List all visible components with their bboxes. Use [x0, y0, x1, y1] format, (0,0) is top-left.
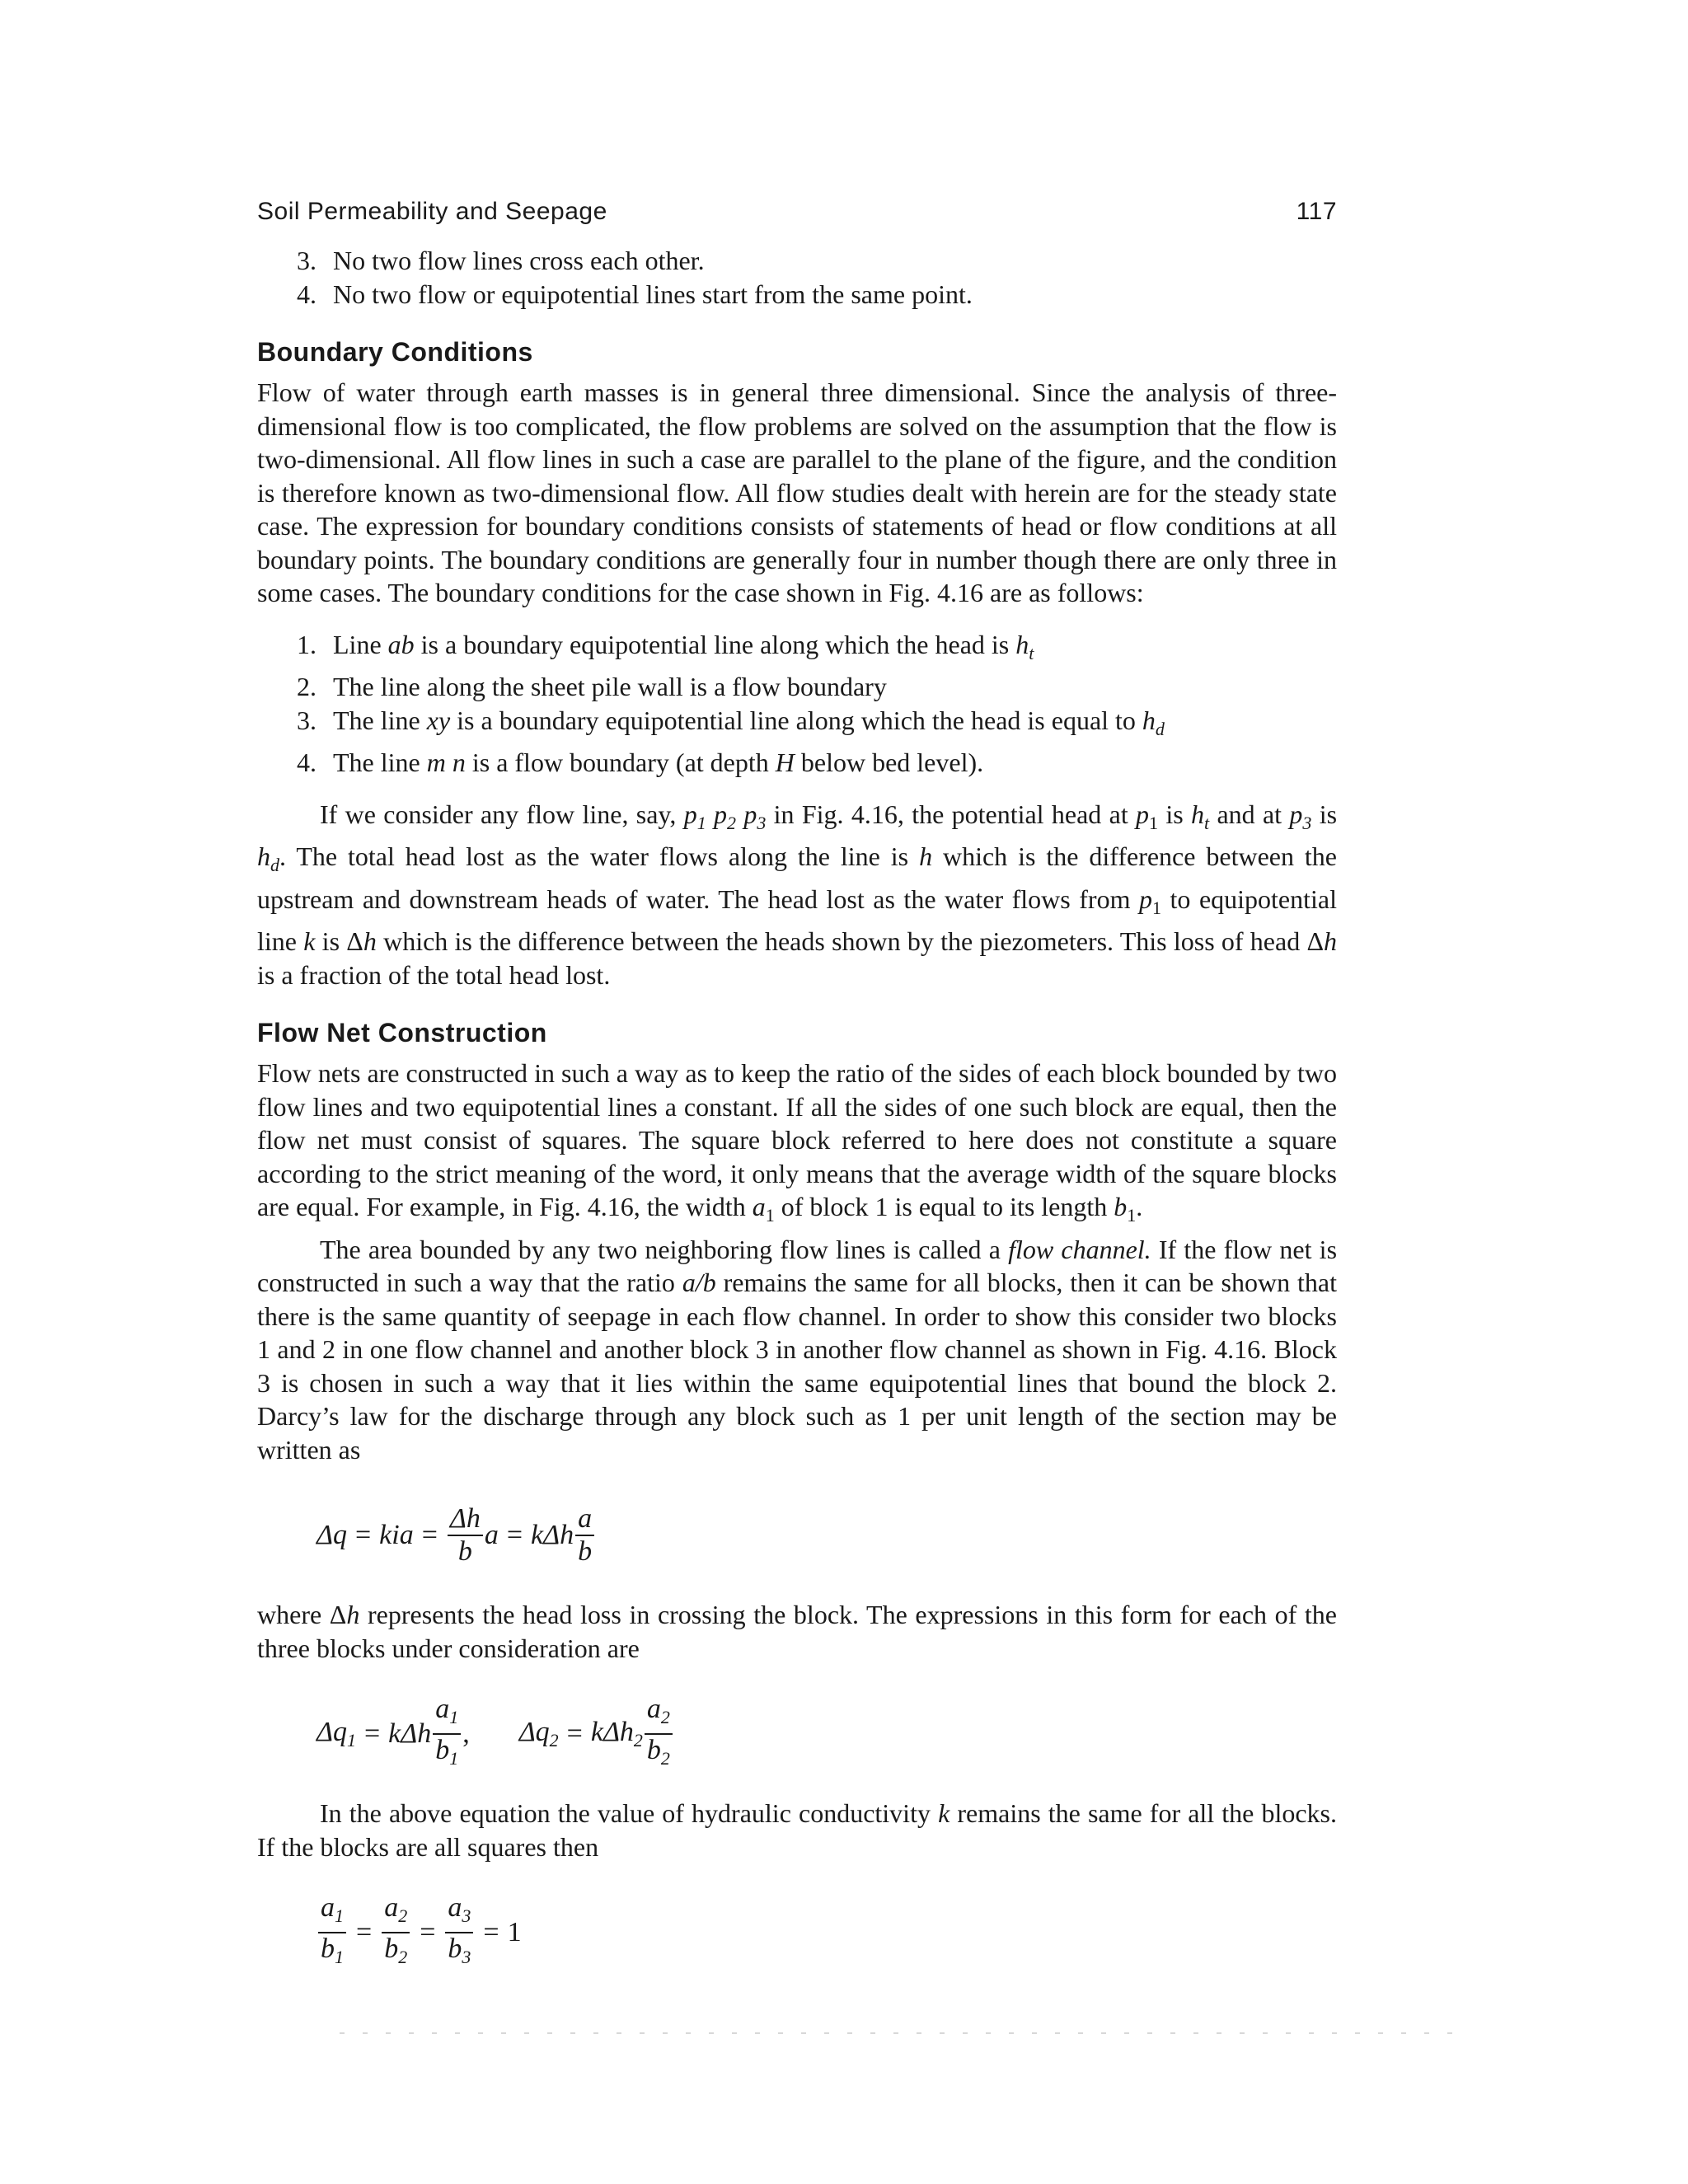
paragraph: where Δh represents the head loss in crossing the block. The expressions in this form for each of the three blocks under consideration are: [257, 1600, 1338, 1663]
running-head: [257, 198, 1337, 226]
page: [257, 198, 1337, 1995]
list-item: 4. The line m n is a flow boundary (at depth H below bed level).: [297, 748, 984, 777]
running-head-title: Soil Permeability and Seepage: [257, 198, 607, 225]
section-heading-flow-net-construction: Flow Net Construction: [257, 1018, 547, 1047]
list-item: 1. Line ab is a boundary equipotential line along which the head is $h_t$: [297, 629, 1034, 663]
list-item: 2. The line along the sheet pile wall is a flow boundary: [297, 672, 887, 701]
list-continued: [257, 244, 1337, 311]
equation-darcy-block: Δq = kia = $\frac{\Delta h}{b}$ a = kΔh $\frac{a}{b}$: [316, 1489, 1337, 1582]
paragraph: The area bounded by any two neighboring flow lines is called a flow channel. If the flow net is constructed in such a way that the ratio a/b remains the same for all blocks, then it can be shown that there is the same quantity of seepage in each flow channel. In order to show this consider two blocks 1 and 2 in one flow channel and another block 3 in another flow channel as shown in Fig. 4.16. Block 3 is chosen in such a way that it lies within the same equipotential lines that bound the block 2. Darcy’s law for the discharge through any block such as 1 per unit length of the section may be written as: [257, 1234, 1338, 1465]
section-heading-boundary-conditions: Boundary Conditions: [257, 337, 533, 367]
paragraph: In the above equation the value of hydraulic conductivity k remains the same for all the blocks. If the blocks are all squares then: [257, 1798, 1338, 1862]
paragraph: If we consider any flow line, say, $p_1$ $p_2$ $p_3$ in Fig. 4.16, the potential head at $p_1$ is $h_t$ and at $p_3$ is $h_d$. The total head lost as the water flows along the line is h which is the difference between the upstream and downstream heads of water. The head lost as the water flows from $p_1$ to equipotential line k is Δh which is the difference between the heads shown by the piezometers. This loss of head Δh is a fraction of the total head lost.: [257, 799, 1338, 990]
list-item: 3. No two flow lines cross each other.: [297, 246, 705, 275]
paragraph: Flow of water through earth masses is in general three dimensional. Since the analysis of three-dimensional flow is too complicated, the flow problems are solved on the assumption that the flow is two-dimensional. All flow lines in such a case are parallel to the plane of the figure, and the condition is therefore known as two-dimensional flow. All flow studies dealt with herein are for the steady state case. The expression for boundary conditions consists of statements of head or flow conditions at all boundary points. The boundary conditions are generally four in number though there are only three in some cases. The boundary conditions for the case shown in Fig. 4.16 are as follows:: [257, 377, 1337, 607]
scan-artifact-line: [340, 2032, 1452, 2034]
equation-block-discharges: $\Delta q_1$ = kΔh $\frac{a_1}{b_1}$ , $\Delta q_2$ = kΔh$_2$ $\frac{a_2}{b_2}$: [316, 1688, 1337, 1780]
list-item: 4. No two flow or equipotential lines start from the same point.: [297, 279, 973, 309]
page-number: 117: [1296, 198, 1337, 225]
paragraph: Flow nets are constructed in such a way as to keep the ratio of the sides of each block bounded by two flow lines and two equipotential lines a constant. If all the sides of one such block are equal, then the flow net must consist of squares. The square block referred to here does not constitute a square according to the strict meaning of the word, it only means that the average width of the square blocks are equal. For example, in Fig. 4.16, the width $a_1$ of block 1 is equal to its length $b_1$.: [257, 1058, 1337, 1226]
equation-square-ratio: $\frac{a_1}{b_1}$ = $\frac{a_2}{b_2}$ = $\frac{a_3}{b_3}$ = 1: [316, 1886, 1337, 1979]
list-item: 3. The line xy is a boundary equipotential line along which the head is equal to $h_d$: [297, 705, 1165, 739]
boundary-conditions-list: [257, 628, 1337, 780]
